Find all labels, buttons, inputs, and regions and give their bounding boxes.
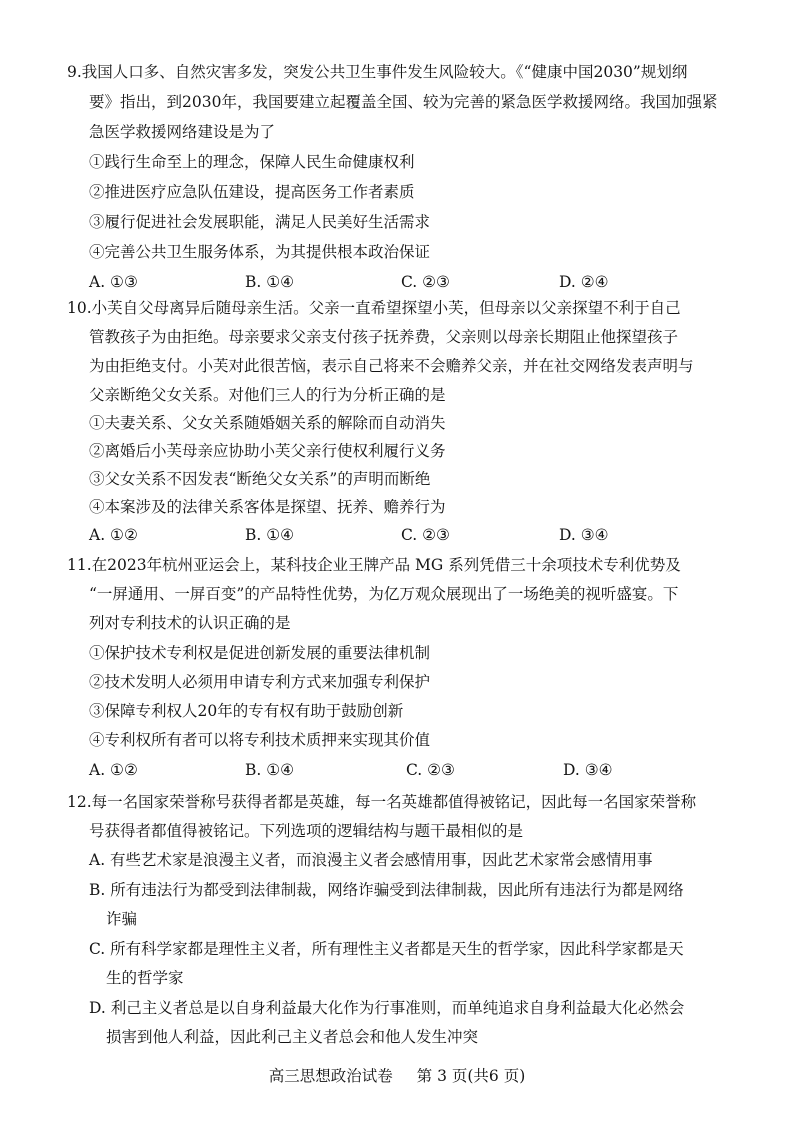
q10-statement: ④本案涉及的法律关系客体是探望、抚养、赡养行为: [89, 498, 446, 516]
q12-stem-line: 号获得者都值得被铭记。下列选项的逻辑结构与题干最相似的是: [89, 822, 524, 840]
q9-option-c: C. ②③: [401, 273, 450, 291]
footer-page-number: 第 3 页(共6 页): [416, 1067, 526, 1085]
q9-statement: ②推进医疗应急队伍建设，提高医务工作者素质: [89, 183, 415, 201]
q9-stem-line: 急医学救援网络建设是为了: [89, 123, 276, 141]
q11-statement: ④专利权所有者可以将专利技术质押来实现其价值: [89, 731, 431, 749]
q12-stem-line: 12.每一名国家荣誉称号获得者都是英雄，每一名英雄都值得被铭记，因此每一名国家荣誉称: [67, 793, 697, 811]
q9-stem-line: 要》指出，到2030年，我国要建立起覆盖全国、较为完善的紧急医学救援网络。我国加强紧: [89, 93, 718, 111]
q10-statement: ①夫妻关系、父女关系随婚姻关系的解除而自动消失: [89, 414, 446, 432]
q10-stem-line: 10.小芙自父母离异后随母亲生活。父亲一直希望探望小芙，但母亲以父亲探望不利于自己: [67, 299, 681, 317]
q10-stem-line: 父亲断绝父女关系。对他们三人的行为分析正确的是: [89, 386, 446, 404]
q9-statement: ④完善公共卫生服务体系，为其提供根本政治保证: [89, 243, 431, 261]
q9-stem-line: 9.我国人口多、自然灾害多发，突发公共卫生事件发生风险较大。《“健康中国2030”规划纲: [67, 63, 688, 81]
q12-option-line: B. 所有违法行为都受到法律制裁，网络诈骗受到法律制裁，因此所有违法行为都是网络: [89, 881, 684, 899]
q10-statement: ②离婚后小芙母亲应协助小芙父亲行使权利履行义务: [89, 442, 446, 460]
q10-option-a: A. ①②: [89, 526, 138, 544]
q11-statement: ①保护技术专利权是促进创新发展的重要法律机制: [89, 644, 431, 662]
q11-stem-line: 列对专利技术的认识正确的是: [89, 614, 291, 632]
q10-stem-line: 管教孩子为由拒绝。母亲要求父亲支付孩子抚养费，父亲则以母亲长期阻止他探望孩子: [89, 328, 679, 346]
q11-stem-line: “一屏通用、一屏百变”的产品特性优势，为亿万观众展现出了一场绝美的视听盛宴。下: [89, 585, 679, 603]
q9-statement: ①践行生命至上的理念，保障人民生命健康权利: [89, 153, 415, 171]
q11-option-d: D. ③④: [563, 761, 613, 779]
q12-option-line: 生的哲学家: [106, 969, 184, 987]
q10-stem-line: 为由拒绝支付。小芙对此很苦恼，表示自己将来不会赡养父亲，并在社交网络发表声明与: [89, 357, 694, 375]
q9-statement: ③履行促进社会发展职能，满足人民美好生活需求: [89, 213, 431, 231]
q10-option-b: B. ①④: [245, 526, 295, 544]
q12-option-line: 诈骗: [106, 910, 138, 928]
q10-statement: ③父女关系不因发表“断绝父女关系”的声明而断绝: [89, 470, 431, 488]
q12-option-line: C. 所有科学家都是理性主义者，所有理性主义者都是天生的哲学家，因此科学家都是天: [89, 940, 684, 958]
q12-option-line: 损害到他人利益，因此利己主义者总会和他人发生冲突: [106, 1028, 479, 1046]
q11-option-a: A. ①②: [89, 761, 138, 779]
q11-statement: ③保障专利权人20年的专有权有助于鼓励创新: [89, 702, 404, 720]
q11-option-b: B. ①④: [245, 761, 295, 779]
q10-option-c: C. ②③: [401, 526, 450, 544]
footer-exam-title: 高三思想政治试卷: [268, 1067, 393, 1085]
q11-stem-line: 11.在2023年杭州亚运会上，某科技企业王牌产品 MG 系列凭借三十余项技术专利优势及: [67, 556, 681, 574]
q11-statement: ②技术发明人必须用申请专利方式来加强专利保护: [89, 673, 431, 691]
q12-option-line: D. 利己主义者总是以自身利益最大化作为行事准则，而单纯追求自身利益最大化必然会: [89, 999, 685, 1017]
q9-option-b: B. ①④: [245, 273, 295, 291]
q9-option-d: D. ②④: [559, 273, 609, 291]
q10-option-d: D. ③④: [559, 526, 609, 544]
q11-option-c: C. ②③: [406, 761, 455, 779]
page-footer: [0, 1066, 794, 1086]
q9-option-a: A. ①③: [89, 273, 138, 291]
q12-option-line: A. 有些艺术家是浪漫主义者，而浪漫主义者会感情用事，因此艺术家常会感情用事: [89, 851, 653, 869]
